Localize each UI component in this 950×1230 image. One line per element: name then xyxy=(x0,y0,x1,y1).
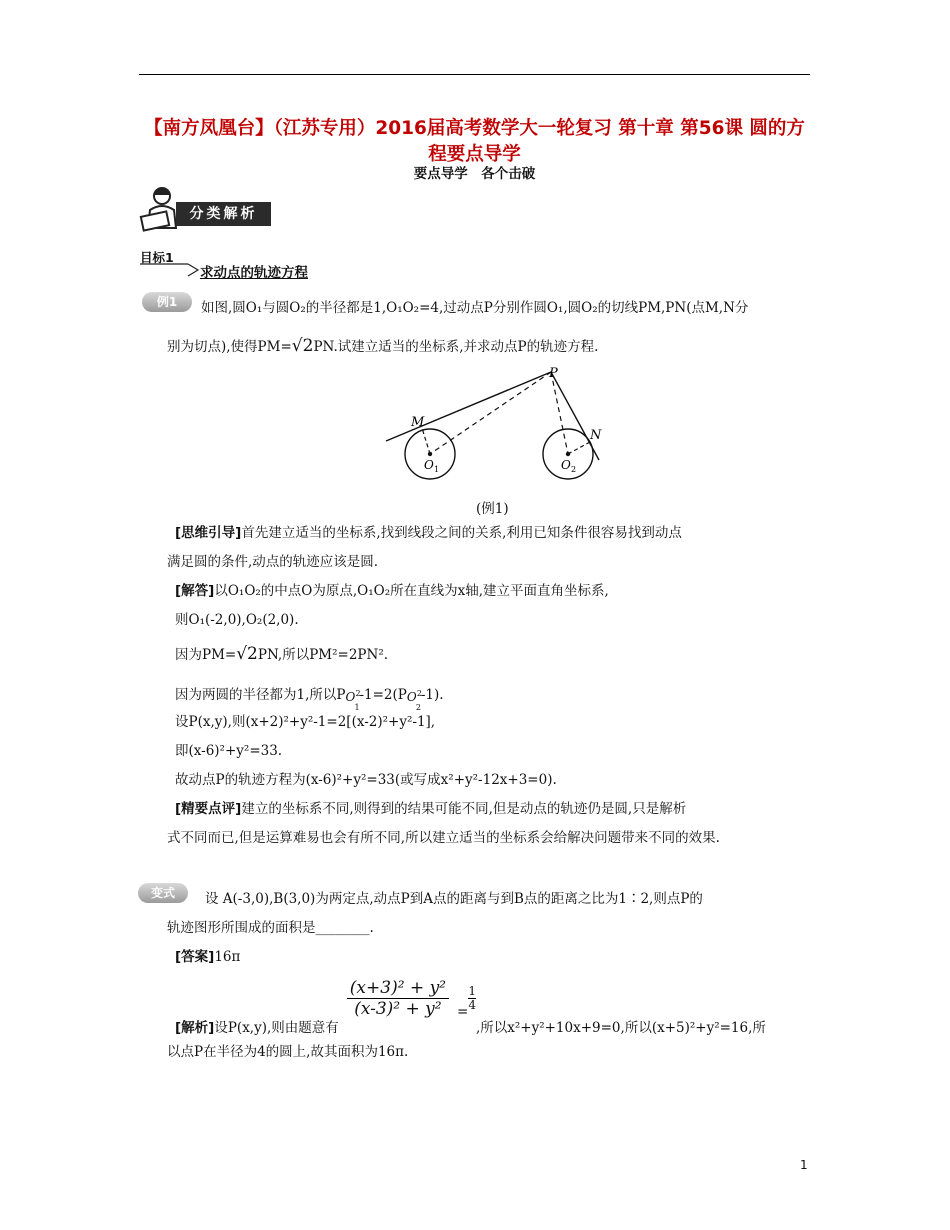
answer-line-4: 因为两圆的半径都为1,所以P O 2 1 -1=2(P O 2 2 -1). xyxy=(175,687,444,712)
variant-analysis-line-2: 以点P在半径为4的圆上,故其面积为16π. xyxy=(167,1044,409,1060)
guide-line-2: 满足圆的条件,动点的轨迹应该是圆. xyxy=(167,554,379,570)
label-o2-sub: 2 xyxy=(571,465,577,474)
sqrt-two: √2 xyxy=(291,336,314,356)
comment-label: [精要点评] xyxy=(175,801,242,817)
answer-line-6: 即(x-6)²+y²=33. xyxy=(175,743,283,759)
goal-title: 求动点的轨迹方程 xyxy=(200,265,308,281)
example-text-line-1: 如图,圆O₁与圆O₂的半径都是1,O₁O₂=4,过动点P分别作圆O₁,圆O₂的切线PM,PN(点M,N分 xyxy=(201,300,749,316)
page-number: 1 xyxy=(800,1158,808,1172)
variant-answer: [答案]16π xyxy=(175,949,241,965)
goal-arrow-icon xyxy=(140,262,204,278)
variant-analysis-line-1: [解析]设P(x,y),则由题意有 $\frac{\text{(x+3)² + y²}}{\text{(x-3)² + y²}}$ = $\frac{1}{4}$ ,所以x²+y²+10x+9=0,所以(x+5)²+y²=16,所 xyxy=(175,978,766,1036)
variant-tag: 变式 xyxy=(138,883,188,903)
top-rule xyxy=(139,74,810,75)
variant-line-1: 设 A(-3,0),B(3,0)为两定点,动点P到A点的距离与到B点的距离之比为1∶2,则点P的 xyxy=(205,891,703,907)
example-tag: 例1 xyxy=(142,292,192,312)
label-o1: O xyxy=(424,458,434,472)
label-p: P xyxy=(549,366,558,381)
comment-line-2: 式不同而已,但是运算难易也会有所不同,所以建立适当的坐标系会给解决问题带来不同的效果. xyxy=(167,830,720,846)
label-o1-sub: 1 xyxy=(434,465,440,474)
page-title: 【南方凤凰台】（江苏专用）2016届高考数学大一轮复习 第十章 第56课 圆的方程要点导学 xyxy=(144,118,805,165)
segment-po1 xyxy=(430,372,551,454)
one-quarter-fraction: $\frac{1}{4}$ xyxy=(468,984,476,1012)
answer-line-2: 则O₁(-2,0),O₂(2,0). xyxy=(175,612,299,628)
guide-label: [思维引导] xyxy=(175,525,242,541)
figure-caption: (例1) xyxy=(476,501,509,517)
comment-line-1: [精要点评]建立的坐标系不同,则得到的结果可能不同,但是动点的轨迹仍是圆,只是解析 xyxy=(175,801,687,817)
segment-po2 xyxy=(551,372,568,454)
answer-label: [解答] xyxy=(175,583,215,599)
answer-line-5: 设P(x,y),则(x+2)²+y²-1=2[(x-2)²+y²-1], xyxy=(175,714,436,730)
variant-line-2: 轨迹图形所围成的面积是________. xyxy=(167,920,374,936)
example-line2-start: 别为切点),使得PM= xyxy=(167,339,292,355)
distance-ratio-fraction: $\frac{\text{(x+3)² + y²}}{\text{(x-3)² + y²}}$ xyxy=(347,978,449,1019)
label-n: N xyxy=(590,428,602,443)
example-text-line-2 xyxy=(167,332,598,362)
tangent-pm xyxy=(386,372,551,441)
variant-analysis-label: [解析] xyxy=(175,1020,215,1036)
example-line2-end: PN.试建立适当的坐标系,并求动点P的轨迹方程. xyxy=(313,339,599,355)
radius-o1m xyxy=(422,428,430,454)
example-figure xyxy=(380,364,610,489)
radius-o2n xyxy=(568,442,590,454)
goal-label: 目标1 xyxy=(140,250,174,265)
answer-line-7: 故动点P的轨迹方程为(x-6)²+y²=33(或写成x²+y²-12x+3=0). xyxy=(175,772,557,788)
label-m: M xyxy=(411,415,425,430)
answer-line-1: [解答]以O₁O₂的中点O为原点,O₁O₂所在直线为x轴,建立平面直角坐标系, xyxy=(175,583,609,599)
tangent-pn xyxy=(551,372,599,460)
guide-line-1: [思维引导]首先建立适当的坐标系,找到线段之间的关系,利用已知条件很容易找到动点 xyxy=(175,525,682,541)
page-subtitle: 要点导学 各个击破 xyxy=(413,166,536,182)
variant-answer-label: [答案] xyxy=(175,949,215,965)
answer-line-3: 因为PM=√2PN,所以PM²=2PN². xyxy=(175,644,389,664)
section-banner: 分类解析 xyxy=(176,202,271,226)
label-o2: O xyxy=(561,458,571,472)
